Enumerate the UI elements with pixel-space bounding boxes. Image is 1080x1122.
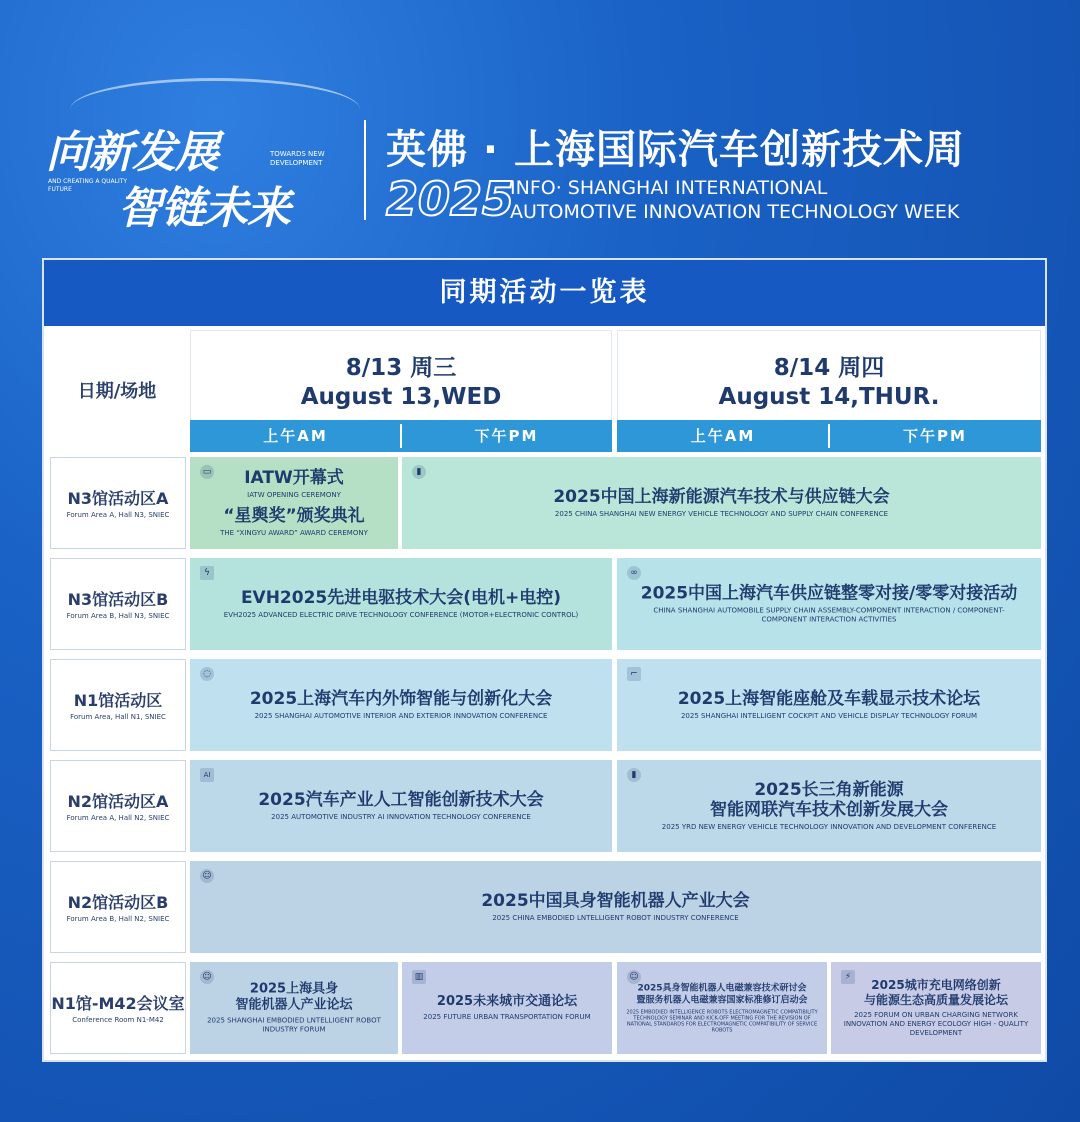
event-title: 2025汽车产业人工智能创新技术大会: [258, 790, 544, 810]
day-header-0814: [617, 330, 1041, 422]
event-title: 智能网联汽车技术创新发展大会: [710, 800, 948, 820]
venue-en: Conference Room N1-M42: [72, 1016, 164, 1024]
event-title: 2025上海智能座舱及车载显示技术论坛: [677, 689, 981, 709]
venue-cn: N1馆-M42会议室: [51, 994, 185, 1013]
event-subtitle: 2025 CHINA SHANGHAI NEW ENERGY VEHICLE TECHNOLOGY AND SUPPLY CHAIN CONFERENCE: [554, 510, 889, 518]
pm-label: 下午PM: [903, 427, 967, 445]
event-cell: [190, 861, 1041, 953]
venue-label: [50, 861, 186, 953]
event-subtitle: 2025 EMBODIED INTELLIGENCE ROBOTS ELECTROMAGNETIC COMPATIBILITY TECHNOLOGY SEMINAR AND KICK-OFF MEETING FOR THE REVISION OF NATIONAL STANDARDS FOR ELECTROMAGNETIC COMPATIBILITY OF SERVICE ROBOTS: [626, 1009, 818, 1034]
date-venue-label: 日期/场地: [77, 381, 157, 402]
robot-head-icon: ☺: [200, 869, 214, 883]
venue-label: [50, 558, 186, 650]
battery-icon: ▮: [412, 465, 426, 479]
event-title: 2025城市充电网络创新: [871, 978, 1001, 992]
day-en: August 14,THUR.: [718, 384, 940, 410]
table-title: 同期活动一览表: [44, 260, 1045, 326]
venue-label: [50, 962, 186, 1054]
event-subtitle: 2025 FUTURE URBAN TRANSPORTATION FORUM: [423, 1013, 591, 1021]
seat-icon: ⌐: [627, 667, 641, 681]
event-cell: [190, 558, 612, 650]
event-subtitle: 2025 AUTOMOTIVE INDUSTRY AI INNOVATION TECHNOLOGY CONFERENCE: [271, 813, 531, 821]
battery-icon: ▮: [627, 768, 641, 782]
event-cell: [190, 760, 612, 852]
event-title-cn: 英佛 · 上海国际汽车创新技术周: [386, 127, 966, 173]
venue-en: Forum Area A, Hall N2, SNIEC: [66, 814, 170, 822]
venue-cn: N1馆活动区: [73, 691, 163, 710]
venue-en: Forum Area, Hall N1, SNIEC: [70, 713, 166, 721]
event-title-en-line2: AUTOMOTIVE INNOVATION TECHNOLOGY WEEK: [510, 201, 960, 223]
venue-en: Forum Area B, Hall N2, SNIEC: [66, 915, 170, 923]
event-title: 2025未来城市交通论坛: [436, 994, 578, 1009]
robot-head-icon: ☺: [627, 970, 641, 984]
charging-station-icon: ⚡: [841, 970, 855, 984]
event-title: 2025具身智能机器人电磁兼容技术研讨会: [637, 983, 807, 994]
event-cell: [190, 659, 612, 751]
event-title: 智能机器人产业论坛: [235, 997, 353, 1013]
am-label: 上午AM: [263, 427, 328, 445]
event-cell: [617, 558, 1041, 650]
slogan-line1: 向新发展: [46, 127, 218, 178]
venue-label: [50, 760, 186, 852]
venue-label: [50, 659, 186, 751]
venue-en: Forum Area B, Hall N3, SNIEC: [66, 612, 170, 620]
slogan-en1: TOWARDS NEW DEVELOPMENT: [270, 150, 325, 167]
day-cn: 8/14 周四: [773, 355, 885, 381]
event-cell: [402, 962, 612, 1054]
event-title-en-line1: INFO· SHANGHAI INTERNATIONAL: [510, 177, 828, 199]
pm-label: 下午PM: [474, 427, 539, 445]
event-subtitle: EVH2025 ADVANCED ELECTRIC DRIVE TECHNOLOGY CONFERENCE (MOTOR+ELECTRONIC CONTROL): [223, 611, 579, 619]
day-cn: 8/13 周三: [345, 355, 457, 381]
ai-chip-icon: AI: [200, 768, 214, 782]
am-label: 上午AM: [690, 427, 756, 445]
day-header-0813: [190, 330, 612, 422]
venue-label: [50, 457, 186, 549]
event-title: 2025上海汽车内外饰智能与创新化大会: [249, 689, 553, 709]
slogan-logo: [40, 100, 360, 240]
event-subtitle: 2025 YRD NEW ENERGY VEHICLE TECHNOLOGY INNOVATION AND DEVELOPMENT CONFERENCE: [661, 823, 997, 831]
header-divider: [364, 120, 366, 220]
venue-cn: N2馆活动区B: [67, 893, 169, 912]
venue-cn: N2馆活动区A: [67, 792, 169, 811]
event-title: 2025中国具身智能机器人产业大会: [481, 891, 750, 911]
schedule-table: [42, 258, 1047, 1062]
event-subtitle: 2025 SHANGHAI AUTOMOTIVE INTERIOR AND EXTERIOR INNOVATION CONFERENCE: [254, 712, 548, 720]
event-title: 2025中国上海新能源汽车技术与供应链大会: [553, 487, 890, 507]
lightning-icon: ϟ: [200, 566, 214, 580]
car-interior-icon: ◌: [200, 667, 214, 681]
event-title: IATW开幕式: [244, 468, 344, 488]
event-cell: [402, 457, 1041, 549]
event-cell: [617, 760, 1041, 852]
event-subtitle: CHINA SHANGHAI AUTOMOBILE SUPPLY CHAIN ASSEMBLY-COMPONENT INTERACTION / COMPONENT-COMPONENT INTERACTION ACTIVITIES: [653, 606, 1005, 624]
chain-link-icon: ∞: [627, 566, 641, 580]
event-title: 2025上海具身: [249, 981, 339, 997]
event-title: 暨服务机器人电磁兼容国家标准修订启动会: [636, 995, 808, 1006]
event-title: 2025长三角新能源: [754, 780, 904, 800]
venue-cn: N3馆活动区B: [67, 590, 169, 609]
robot-head-icon: ☺: [200, 970, 214, 984]
event-subtitle: 2025 CHINA EMBODIED LNTELLIGENT ROBOT INDUSTRY CONFERENCE: [492, 914, 739, 922]
event-title: “星舆奖”颁奖典礼: [223, 506, 365, 526]
slogan-en2: AND CREATING A QUALITY FUTURE: [48, 178, 128, 193]
slogan-line2: 智链未来: [118, 183, 290, 234]
event-cell: [190, 962, 398, 1054]
venue-cn: N3馆活动区A: [67, 489, 169, 508]
event-subtitle: 2025 FORUM ON URBAN CHARGING NETWORK INNOVATION AND ENERGY ECOLOGY HIGH - QUALITY DEVELOPMENT: [843, 1011, 1029, 1037]
event-title: 与能源生态高质量发展论坛: [863, 993, 1008, 1007]
event-subtitle: 2025 SHANGHAI INTELLIGENT COCKPIT AND VEHICLE DISPLAY TECHNOLOGY FORUM: [680, 712, 978, 720]
event-cell: [190, 457, 398, 549]
event-title: 2025中国上海汽车供应链整零对接/零零对接活动: [640, 583, 1018, 604]
venue-en: Forum Area A, Hall N3, SNIEC: [66, 511, 170, 519]
event-year: 2025: [386, 172, 515, 226]
event-subtitle: IATW OPENING CEREMONY: [247, 491, 341, 499]
ampm-separator: [400, 424, 402, 448]
day-en: August 13,WED: [300, 384, 502, 410]
event-cell: [617, 659, 1041, 751]
event-title-en: [510, 176, 959, 224]
ampm-separator: [828, 424, 830, 448]
event-subtitle: 2025 SHANGHAI EMBODIED LNTELLIGENT ROBOT INDUSTRY FORUM: [207, 1016, 381, 1034]
event-title: EVH2025先进电驱技术大会(电机+电控): [240, 588, 562, 608]
event-subtitle: THE “XINGYU AWARD” AWARD CEREMONY: [220, 529, 368, 537]
car-icon: ▭: [200, 465, 214, 479]
event-cell: [831, 962, 1041, 1054]
city-building-icon: ▥: [412, 970, 426, 984]
event-cell: [617, 962, 827, 1054]
